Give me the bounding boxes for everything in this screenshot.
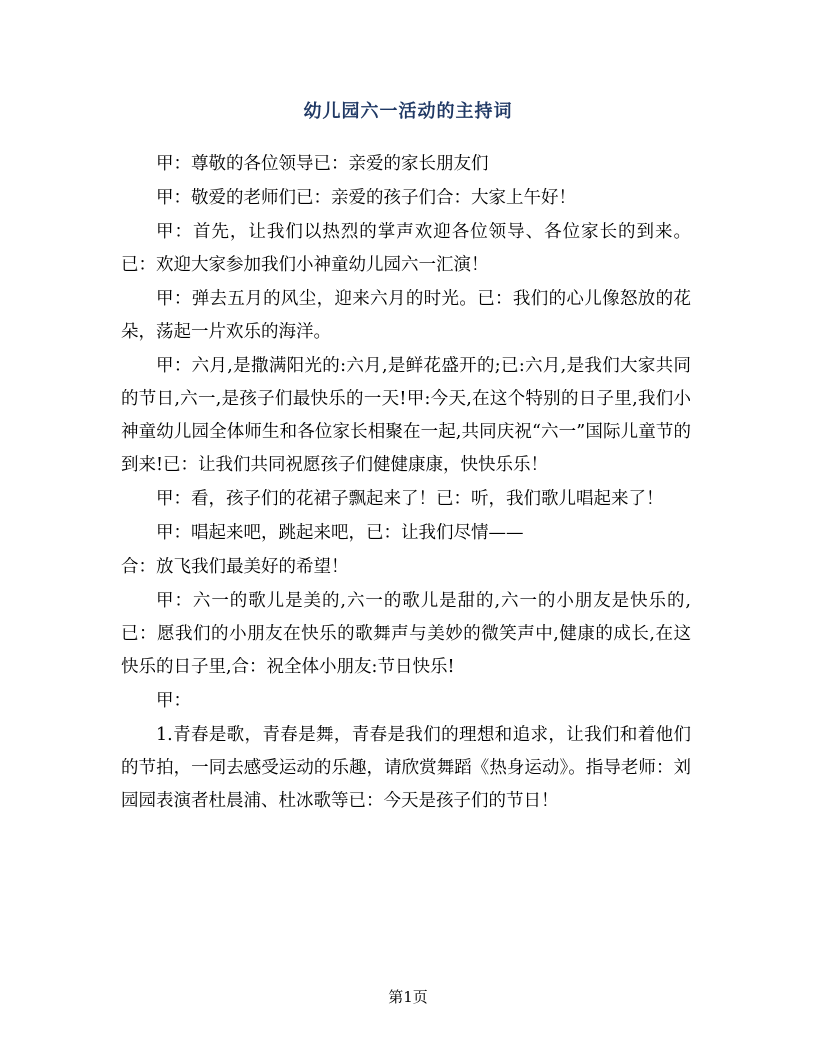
paragraph: 合：放飞我们最美好的希望！ [121, 557, 349, 577]
page-number: 第1页 [388, 988, 428, 1006]
paragraph: 甲：尊敬的各位领导已：亲爱的家长朋友们 [156, 154, 489, 174]
document-title: 幼儿园六一活动的主持词 [303, 101, 513, 122]
paragraph: 甲：六月,是撒满阳光的:六月,是鲜花盛开的;已:六月,是我们大家共同的节日,六一,是孩子们最快乐的一天!甲:今天,在这个特别的日子里,我们小神童幼儿园全体师生和各位家长相聚在一起,共同庆祝“六一”国际儿童节的到来!已：让我们共同祝愿孩子们健健康康，快快乐乐！ [121, 356, 691, 475]
paragraph: 甲：弹去五月的风尘，迎来六月的时光。已：我们的心儿像怒放的花朵，荡起一片欢乐的海洋。 [121, 289, 691, 342]
paragraph: 甲：看，孩子们的花裙子飘起来了！已：听，我们歌儿唱起来了！ [156, 489, 664, 509]
paragraph: 1.青春是歌，青春是舞，青春是我们的理想和追求，让我们和着他们的节拍，一同去感受运动的乐趣，请欣赏舞蹈《热身运动》。指导老师：刘园园表演者杜晨浦、杜冰歌等已：今天是孩子们的节日！ [121, 725, 691, 811]
paragraph: 甲：唱起来吧，跳起来吧，已：让我们尽情—— [156, 523, 524, 543]
paragraph: 甲： [156, 691, 191, 711]
paragraph: 甲：敬爱的老师们已：亲爱的孩子们合：大家上午好！ [156, 188, 576, 208]
document-body [121, 148, 691, 819]
paragraph: 甲：六一的歌儿是美的,六一的歌儿是甜的,六一的小朋友是快乐的,已：愿我们的小朋友在快乐的歌舞声与美妙的微笑声中,健康的成长,在这快乐的日子里,合：祝全体小朋友:节日快乐! [121, 591, 691, 677]
paragraph: 甲：首先，让我们以热烈的掌声欢迎各位领导、各位家长的到来。已：欢迎大家参加我们小神童幼儿园六一汇演！ [121, 222, 691, 275]
